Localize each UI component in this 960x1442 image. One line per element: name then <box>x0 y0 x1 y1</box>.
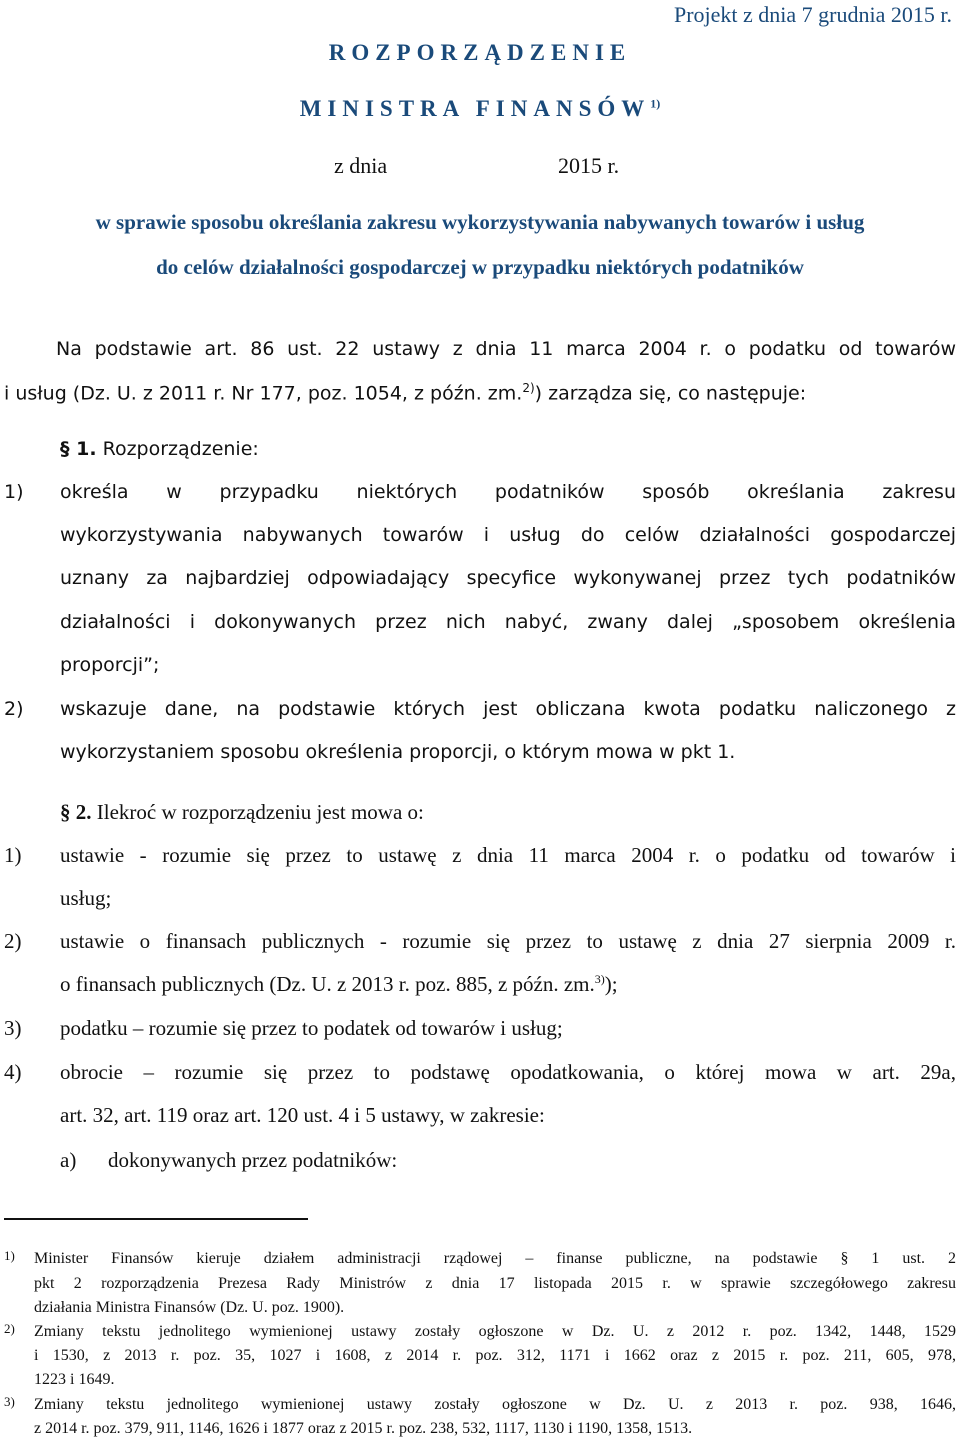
par2-item2-line-2 <box>60 972 618 997</box>
issuer-name: MINISTRA FINANSÓW <box>299 96 651 121</box>
par2-item1-line-2: usług; <box>60 886 112 910</box>
par2-item2-line-2b: ); <box>604 972 618 996</box>
preamble-line-2b: ) zarządza się, co następuje: <box>534 382 807 405</box>
footnote-1-mark: 1) <box>4 1248 15 1263</box>
par1-item1-line-1: określa w przypadku niektórych podatników sposób określania zakresu <box>60 481 956 503</box>
par1-item1-line-5: proporcji”; <box>60 654 160 676</box>
paragraph-2-title: Ilekroć w rozporządzeniu jest mowa o: <box>96 800 424 824</box>
par2-item2-line-2a: o finansach publicznych (Dz. U. z 2013 r. poz. 885, z późn. zm. <box>60 972 595 996</box>
footnote-1-line-2: pkt 2 rozporządzenia Prezesa Rady Ministrów z dnia 17 listopada 2015 r. w sprawie szczegółowego zakresu <box>34 1275 956 1292</box>
par2-item1-label: 1) <box>4 843 22 867</box>
par1-item1-line-4: działalności i dokonywanych przez nich nabyć, zwany dalej „sposobem określenia <box>60 611 956 633</box>
par1-item1-line-3: uznany za najbardziej odpowiadający specyfice wykonywanej przez tych podatników <box>60 567 956 589</box>
footnote-2-line-3: 1223 i 1649. <box>34 1371 115 1388</box>
par1-item1-label: 1) <box>4 481 24 503</box>
par2-item2-label: 2) <box>4 929 22 953</box>
footnote-1-line-1: Minister Finansów kieruje działem administracji rządowej – finanse publiczne, na podstawie § 1 ust. 2 <box>34 1250 956 1267</box>
par2-item3-line: podatku – rozumie się przez to podatek od towarów i usług; <box>60 1016 563 1040</box>
paragraph-1-heading <box>60 438 259 460</box>
footnote-separator <box>4 1218 308 1220</box>
draft-date-label: Projekt z dnia 7 grudnia 2015 r. <box>673 2 952 27</box>
par1-item2-line-2: wykorzystaniem sposobu określenia proporcji, o którym mowa w pkt 1. <box>60 741 736 763</box>
paragraph-2-number: § 2. <box>60 800 92 824</box>
par1-item2-label: 2) <box>4 698 24 720</box>
par2-sub-a-line: dokonywanych przez podatników: <box>108 1148 398 1172</box>
par2-item3-label: 3) <box>4 1016 22 1040</box>
footnote-3-line-2: z 2014 r. poz. 379, 911, 1146, 1626 i 1877 oraz z 2015 r. poz. 238, 532, 1117, 1130 i 1190, 1358, 1513. <box>34 1420 693 1437</box>
preamble-line-2 <box>4 381 806 404</box>
footnote-1-line-3: działania Ministra Finansów (Dz. U. poz. 1900). <box>34 1299 345 1316</box>
par1-item2-line-1: wskazuje dane, na podstawie których jest obliczana kwota podatku naliczonego z <box>60 698 956 720</box>
footnote-2-line-1: Zmiany tekstu jednolitego wymienionej ustawy zostały ogłoszone w Dz. U. z 2012 r. poz. 1342, 1448, 1529 <box>34 1323 956 1340</box>
date-prefix: z dnia <box>334 153 388 178</box>
footnote-3-mark: 3) <box>4 1394 15 1409</box>
par2-item1-line-1: ustawie - rozumie się przez to ustawę z dnia 11 marca 2004 r. o podatku od towarów i <box>60 843 956 867</box>
document-type-title: ROZPORZĄDZENIE <box>328 40 632 65</box>
subject-line-2: do celów działalności gospodarczej w przypadku niektórych podatników <box>156 255 804 279</box>
paragraph-1-number: § 1. <box>60 438 97 460</box>
footnote-ref-3: 3) <box>594 972 605 986</box>
paragraph-1-title: Rozporządzenie: <box>102 438 259 460</box>
par1-item1-line-2: wykorzystywania nabywanych towarów i usług do celów działalności gospodarczej <box>60 524 956 546</box>
subject-line-1: w sprawie sposobu określania zakresu wykorzystywania nabywanych towarów i usług <box>95 210 865 234</box>
par2-item4-label: 4) <box>4 1060 22 1084</box>
footnote-ref-2: 2) <box>522 381 535 395</box>
date-year: 2015 r. <box>558 153 620 178</box>
footnote-ref-1: 1) <box>650 96 661 111</box>
footnote-3-line-1: Zmiany tekstu jednolitego wymienionej ustawy zostały ogłoszone w Dz. U. z 2013 r. poz. 938, 1646, <box>34 1396 956 1413</box>
preamble-line-1: Na podstawie art. 86 ust. 22 ustawy z dnia 11 marca 2004 r. o podatku od towarów <box>56 338 956 360</box>
par2-sub-a-label: a) <box>60 1148 77 1172</box>
preamble-line-2a: i usług (Dz. U. z 2011 r. Nr 177, poz. 1054, z późn. zm. <box>4 382 523 405</box>
par2-item4-line-1: obrocie – rozumie się przez to podstawę opodatkowania, o której mowa w art. 29a, <box>60 1060 956 1084</box>
paragraph-2-heading <box>60 800 424 825</box>
issuer-title <box>0 96 960 122</box>
par2-item2-line-1: ustawie o finansach publicznych - rozumie się przez to ustawę z dnia 27 sierpnia 2009 r. <box>60 929 956 953</box>
par2-item4-line-2: art. 32, art. 119 oraz art. 120 ust. 4 i 5 ustawy, w zakresie: <box>60 1103 545 1127</box>
footnote-2-mark: 2) <box>4 1321 15 1336</box>
footnote-2-line-2: i 1530, z 2013 r. poz. 35, 1027 i 1608, z 2014 r. poz. 312, 1171 i 1662 oraz z 2015 r. poz. 211, 605, 978, <box>34 1347 956 1364</box>
